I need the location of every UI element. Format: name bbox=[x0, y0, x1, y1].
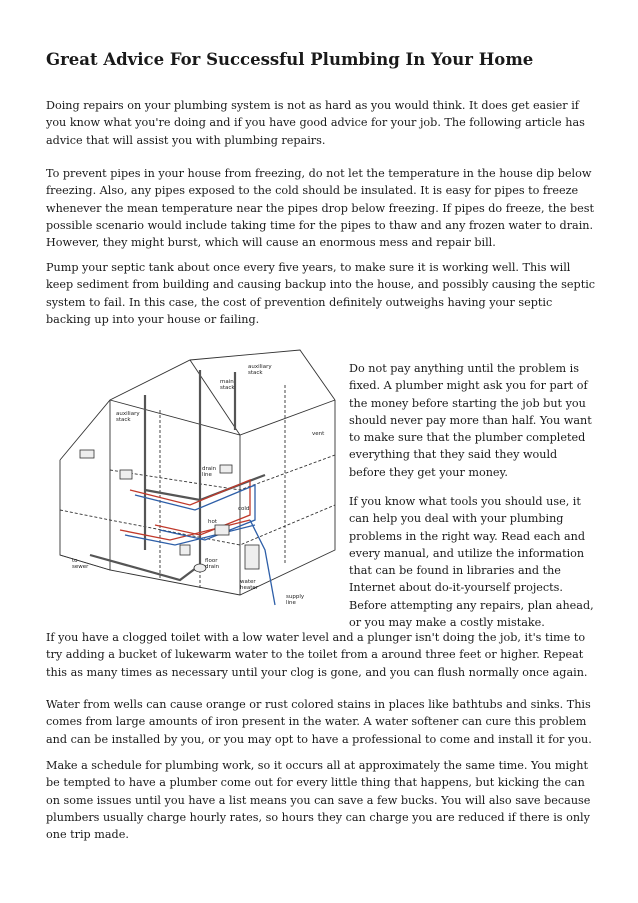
water-heater-shape bbox=[245, 545, 259, 569]
paragraph-septic-tank: Pump your septic tank about once every five years, to make sure it is working well. This will keep sediment from building and causing backup into the house, and possibly causing the septic system to fail. In this case, the cost of prevention definitely outweighs having your septic backing up into your house or failing. bbox=[46, 261, 596, 326]
label-main-stack: main stack bbox=[220, 379, 235, 391]
paragraph-intro: Doing repairs on your plumbing system is not as hard as you would think. It does get easier if you know what you're doing and if you have good advice for your job. The following article has advice that will assist you with plumbing repairs. bbox=[46, 99, 585, 147]
label-vent: vent bbox=[312, 431, 325, 437]
label-cold: cold bbox=[238, 506, 250, 512]
paragraph-schedule: Make a schedule for plumbing work, so it occurs all at approximately the same time. You might be tempted to have a plumber come out for every little thing that happens, but kicking the can on some issues until you have a list means you can save a few bucks. You will also save because plumbers usually charge hourly rates, so hours they can charge you are reduced if there is only one trip made. bbox=[46, 759, 591, 842]
paragraph-tools: If you know what tools you should use, it can help you deal with your plumbing problems in the right way. Read each and every manual, and utilize the information that can be found in libraries and the Internet about do-it-yourself projects. Before attempting any repairs, plan ahead, or you may make a costly mistake. bbox=[349, 495, 594, 630]
paragraph-payment: Do not pay anything until the problem is fixed. A plumber might ask you for part of the money before starting the job but you should never pay more than half. You want to make sure that the plumber completed everything that they said they would before they get your money. bbox=[349, 362, 592, 479]
label-water-heater: water heater bbox=[240, 579, 259, 591]
label-supply-line: supply line bbox=[286, 594, 305, 606]
paragraph-clogged-toilet: If you have a clogged toilet with a low water level and a plunger isn't doing the job, it's time to try adding a bucket of lukewarm water to the toilet from a around three feet or higher. Repeat this as many times as necessary until your clog is gone, and you can flush normally once again. bbox=[46, 631, 588, 679]
label-hot: hot bbox=[208, 519, 218, 525]
label-drain-line: drain line bbox=[202, 466, 217, 478]
label-auxiliary-stack-left: auxiliary stack bbox=[116, 411, 140, 423]
paragraph-well-water: Water from wells can cause orange or rust colored stains in places like bathtubs and sinks. This comes from large amounts of iron present in the water. A water softener can cure this problem and can be installed by you, or you may opt to have a professional to come and install it for you. bbox=[46, 698, 592, 746]
paragraph-freezing-pipes: To prevent pipes in your house from freezing, do not let the temperature in the house dip below freezing. Also, any pipes exposed to the cold should be insulated. It is easy for pipes to freeze whenever the mean temperature near the pipes drop below freezing. If pipes do freeze, the best possible scenario would include taking time for the pipes to thaw and any frozen water to drain. However, they might burst, which will cause an enormous mess and repair bill. bbox=[46, 167, 594, 250]
label-floor-drain: floor drain bbox=[205, 558, 220, 570]
cold-pipe bbox=[135, 485, 255, 540]
label-to-sewer: to sewer bbox=[72, 558, 89, 570]
plumbing-diagram bbox=[50, 340, 338, 612]
label-auxiliary-stack-top: auxiliary stack bbox=[248, 364, 272, 376]
page-title: Great Advice For Successful Plumbing In Your Home bbox=[46, 50, 534, 69]
